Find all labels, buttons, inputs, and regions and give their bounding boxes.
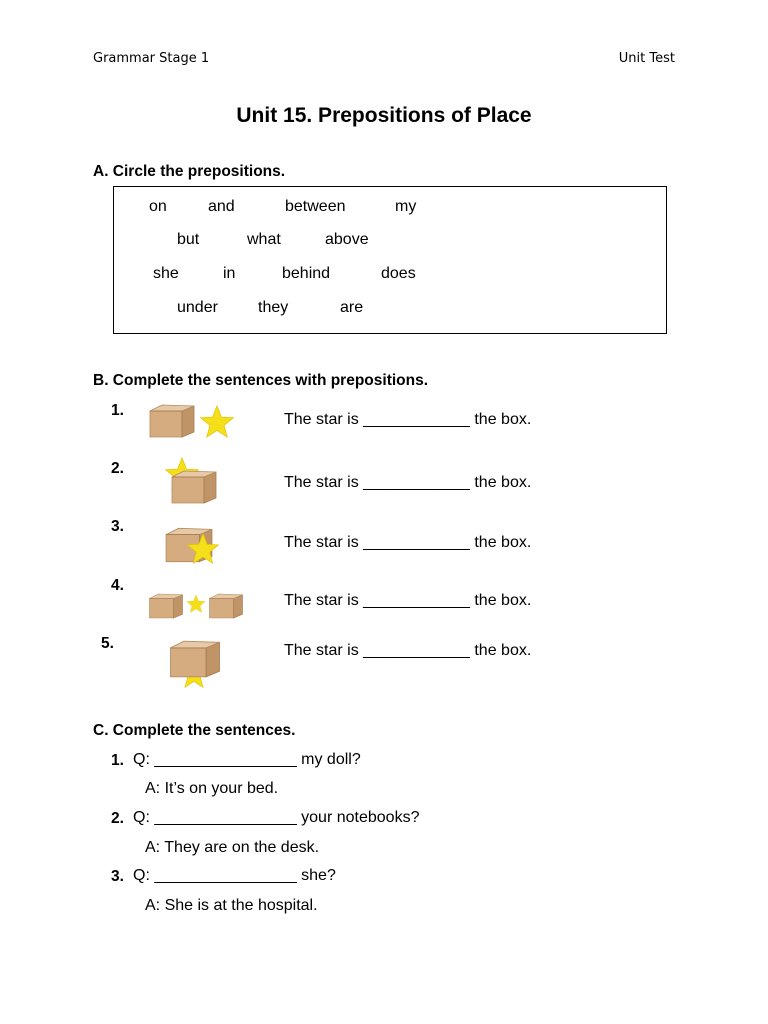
b-item-4-number: 4. — [111, 577, 124, 594]
section-b-heading: B. Complete the sentences with prepositions. — [93, 372, 429, 389]
section-a-heading: A. Circle the prepositions. — [93, 163, 286, 180]
c-item-1-question: Q: ________________ my doll? — [133, 751, 361, 768]
c-item-3-question: Q: ________________ she? — [133, 867, 336, 884]
c-item-2-number: 2. — [111, 810, 124, 827]
c-item-1-number: 1. — [111, 752, 124, 769]
star-image — [186, 532, 220, 566]
word-she: she — [153, 265, 179, 282]
c-item-1-answer: A: It’s on your bed. — [145, 780, 279, 797]
word-my: my — [395, 198, 417, 215]
word-above: above — [325, 231, 369, 248]
page-title: Unit 15. Prepositions of Place — [236, 104, 532, 127]
b-item-4-sentence: The star is ____________ the box. — [284, 592, 532, 609]
box-image — [168, 639, 222, 679]
c-item-2-question: Q: ________________ your notebooks? — [133, 809, 420, 826]
word-in: in — [223, 265, 236, 282]
word-what: what — [247, 231, 281, 248]
b-item-5-number: 5. — [101, 635, 114, 652]
star-image — [199, 404, 235, 440]
box-image — [170, 469, 218, 505]
box-image — [148, 403, 196, 439]
word-on: on — [149, 198, 167, 215]
star-image — [186, 594, 206, 614]
b-item-1-sentence: The star is ____________ the box. — [284, 411, 532, 428]
word-behind: behind — [282, 265, 331, 282]
c-item-2-answer: A: They are on the desk. — [145, 839, 320, 856]
c-item-3-number: 3. — [111, 868, 124, 885]
word-and: and — [208, 198, 235, 215]
word-but: but — [177, 231, 200, 248]
b-item-3-number: 3. — [111, 518, 124, 535]
word-they: they — [258, 299, 289, 316]
box-image — [208, 589, 244, 623]
word-between: between — [285, 198, 346, 215]
b-item-1-number: 1. — [111, 402, 124, 419]
c-item-3-answer: A: She is at the hospital. — [145, 897, 318, 914]
header-right: Unit Test — [618, 51, 675, 66]
b-item-2-number: 2. — [111, 460, 124, 477]
word-are: are — [340, 299, 364, 316]
word-does: does — [381, 265, 416, 282]
b-item-5-sentence: The star is ____________ the box. — [284, 642, 532, 659]
header-left: Grammar Stage 1 — [93, 51, 210, 66]
word-under: under — [177, 299, 218, 316]
section-c-heading: C. Complete the sentences. — [93, 722, 296, 739]
b-item-3-sentence: The star is ____________ the box. — [284, 534, 532, 551]
box-image — [148, 589, 184, 623]
b-item-2-sentence: The star is ____________ the box. — [284, 474, 532, 491]
